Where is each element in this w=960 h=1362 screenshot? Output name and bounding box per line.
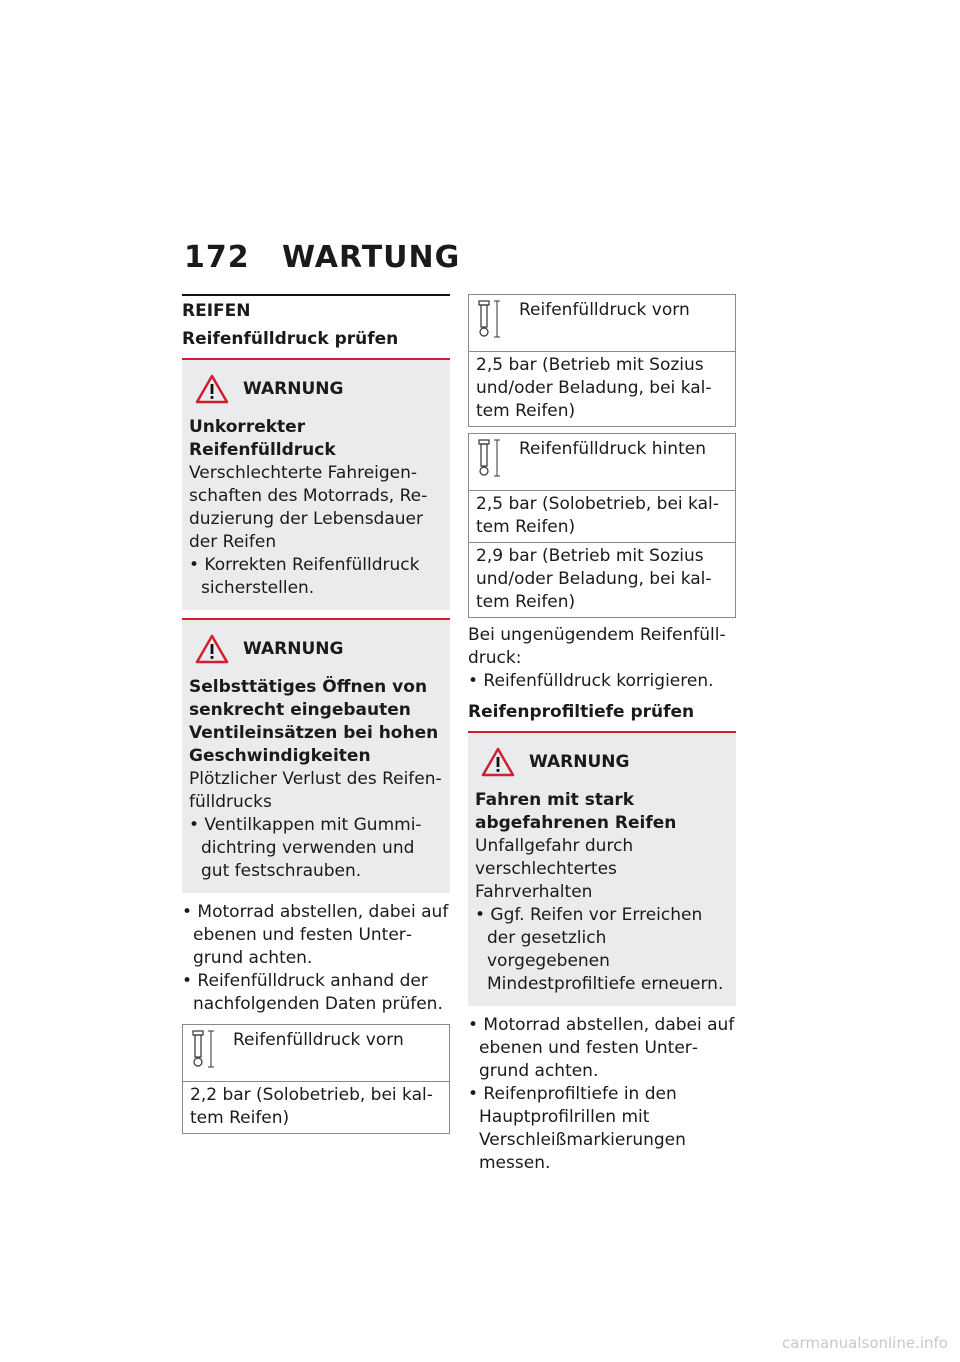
pressure-value: 2,5 bar (Solobetrieb, bei kaltem Reifen) xyxy=(476,494,719,537)
tire-gauge-icon xyxy=(469,434,519,490)
warning-title: Selbsttätiges Öffnen von senkrecht eingebauten Ventileinsätzen bei hohen Geschwindigkeiten xyxy=(189,677,439,766)
warning-header xyxy=(189,634,443,664)
warning-title: Fahren mit stark abgefahrenen Reifen xyxy=(475,790,677,833)
list-item: • Motorrad abstellen, dabei auf ebenen und festen Untergrund achten. xyxy=(182,902,449,968)
step-list xyxy=(468,1014,736,1175)
pressure-label: Reifenfülldruck hinten xyxy=(519,439,706,459)
page-header xyxy=(184,240,460,275)
right-column xyxy=(468,294,736,1183)
warning-triangle-icon xyxy=(195,634,229,664)
warning-box xyxy=(182,358,450,610)
warning-triangle-icon xyxy=(481,747,515,777)
subsection-title: Reifenfülldruck prüfen xyxy=(182,329,399,349)
section-title: REIFEN xyxy=(182,294,450,322)
low-pressure-text: Bei ungenügendem Reifenfülldruck: xyxy=(468,625,726,668)
pressure-box xyxy=(468,294,736,427)
pressure-label: Reifenfülldruck vorn xyxy=(233,1030,404,1050)
step-list xyxy=(468,670,736,693)
subsection-title: Reifenprofiltiefe prüfen xyxy=(468,702,695,722)
warning-header xyxy=(189,374,443,404)
warning-text: Plötzlicher Verlust des Reifenfülldrucks xyxy=(189,769,442,812)
pressure-header xyxy=(469,434,735,491)
warning-label: WARNUNG xyxy=(243,639,344,659)
warning-box xyxy=(182,618,450,893)
step-list xyxy=(182,901,450,1016)
warning-bullet: • Ventilkappen mit Gummidichtring verwenden und gut festschrauben. xyxy=(189,815,422,881)
left-column xyxy=(182,294,450,1140)
pressure-box xyxy=(182,1024,450,1134)
pressure-value: 2,2 bar (Solobetrieb, bei kaltem Reifen) xyxy=(190,1085,433,1128)
warning-text: Unfallgefahr durch verschlechtertes Fahrverhalten xyxy=(475,836,634,902)
warning-label: WARNUNG xyxy=(529,752,630,772)
pressure-value: 2,9 bar (Betrieb mit Sozius und/oder Beladung, bei kaltem Reifen) xyxy=(469,542,735,617)
pressure-box xyxy=(468,433,736,618)
warning-box xyxy=(468,731,736,1006)
pressure-header xyxy=(469,295,735,352)
warning-title: Unkorrekter Reifenfülldruck xyxy=(189,417,336,460)
pressure-label: Reifenfülldruck vorn xyxy=(519,300,690,320)
pressure-value: 2,5 bar (Betrieb mit Sozius und/oder Beladung, bei kaltem Reifen) xyxy=(476,355,712,421)
chapter-title: WARTUNG xyxy=(282,240,461,275)
list-item: • Reifenfülldruck korrigieren. xyxy=(468,671,714,691)
page-number: 172 xyxy=(184,240,250,275)
list-item: • Motorrad abstellen, dabei auf ebenen und festen Untergrund achten. xyxy=(468,1015,735,1081)
warning-triangle-icon xyxy=(195,374,229,404)
warning-bullet: • Korrekten Reifenfülldruck sicherstellen. xyxy=(189,555,420,598)
list-item: • Reifenfülldruck anhand der nachfolgenden Daten prüfen. xyxy=(182,971,443,1014)
tire-gauge-icon xyxy=(469,295,519,351)
list-item: • Reifenprofiltiefe in den Hauptprofilrillen mit Verschleißmarkierungen messen. xyxy=(468,1084,686,1173)
warning-label: WARNUNG xyxy=(243,379,344,399)
pressure-header xyxy=(183,1025,449,1082)
tire-gauge-icon xyxy=(183,1025,233,1081)
warning-header xyxy=(475,747,729,777)
footer-watermark: carmanualsonline.info xyxy=(782,1334,948,1352)
warning-bullet: • Ggf. Reifen vor Erreichen der gesetzlich vorgegebenen Mindestprofiltiefe erneuern. xyxy=(475,905,724,994)
warning-text: Verschlechterte Fahreigenschaften des Motorrads, Reduzierung der Lebensdauer der Reifen xyxy=(189,463,428,552)
